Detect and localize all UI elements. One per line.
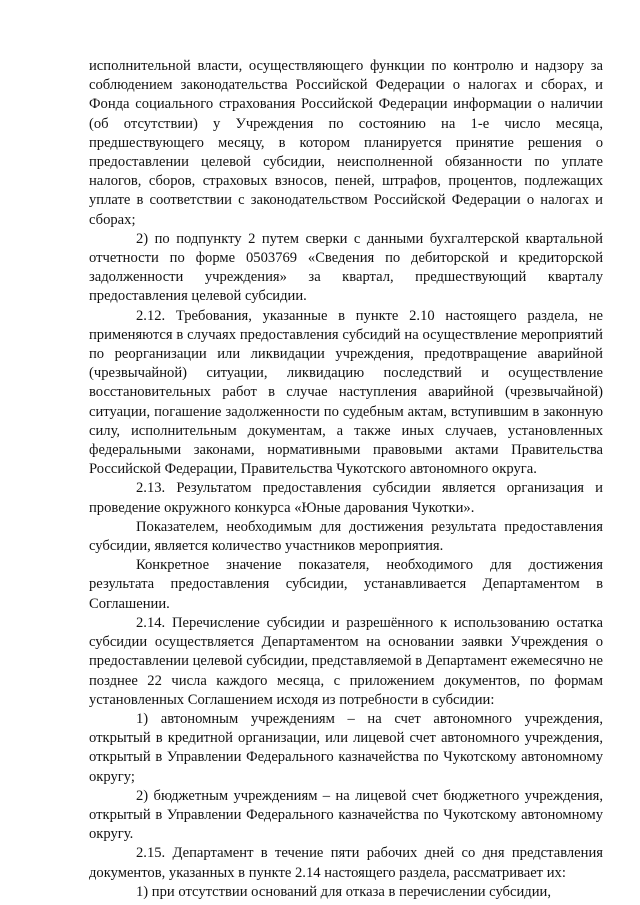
paragraph-budget-institutions: 2) бюджетным учреждениям – на лицевой счет бюджетного учреждения, открытый в Управлении Федерального казначейства по Чукотскому автономному округу.: [89, 787, 603, 843]
paragraph-2-15: 2.15. Департамент в течение пяти рабочих дней со дня представления документов, указанных в пункте 2.14 настоящего раздела, рассматривает их:: [89, 845, 603, 881]
paragraph-2-13: 2.13. Результатом предоставления субсидии является организация и проведение окружного конкурса «Юные дарования Чукотки».: [89, 480, 603, 516]
paragraph-indicator-value: Конкретное значение показателя, необходимого для достижения результата предоставления субсидии, устанавливается Департаментом в Соглашении.: [89, 557, 603, 612]
paragraph-no-grounds: 1) при отсутствии оснований для отказа в перечислении субсидии,: [136, 883, 551, 900]
paragraph-indicator: Показателем, необходимым для достижения результата предоставления субсидии, является количество участников мероприятия.: [89, 518, 603, 555]
paragraph-autonomous-institutions: 1) автономным учреждениям – на счет автономного учреждения, открытый в кредитной организации, или лицевой счет автономного учреждения, открытый в Управлении Федерального казначейства по Чукотскому автономному округу;: [89, 710, 603, 785]
paragraph-subpoint-2: 2) по подпункту 2 путем сверки с данными бухгалтерской квартальной отчетности по форме 0503769 «Сведения по дебиторской и кредиторской задолженности учреждения» за квартал, предшествующий кварталу предоставления целевой субсидии.: [89, 230, 603, 305]
paragraph-2-12: 2.12. Требования, указанные в пункте 2.10 настоящего раздела, не применяются в случаях предоставления субсидий на осуществление мероприятий по реорганизации или ликвидации учреждения, предотвращение аварийной (чрезвычайной) ситуации, ликвидацию последствий и осуществление восстановительных работ в случае наступления аварийной (чрезвычайной) ситуации, погашение задолженности по судебным актам, вступившим в законную силу, исполнительным документам, а также иных случаев, установленных федеральными законами, нормативными правовыми актами Правительства Российской Федерации, Правительства Чукотского автономного округа.: [89, 307, 603, 478]
document-page: [89, 57, 603, 902]
paragraph-2-14: 2.14. Перечисление субсидии и разрешённого к использованию остатка субсидии осуществляется Департаментом на основании заявки Учреждения о предоставлении целевой субсидии, представляемой в Департамент ежемесячно не позднее 22 числа каждого месяца, с приложением документов, по формам установленных Соглашением исходя из потребности в субсидии:: [89, 614, 603, 708]
paragraph-tax-info: исполнительной власти, осуществляющего функции по контролю и надзору за соблюдением законодательства Российской Федерации о налогах и сборах, и Фонда социального страхования Российской Федерации информации о наличии (об отсутствии) у Учреждения по состоянию на 1-е число месяца, предшествующего месяцу, в котором планируется принятие решения о предоставлении целевой субсидии, неисполненной обязанности по уплате налогов, сборов, страховых взносов, пеней, штрафов, процентов, подлежащих уплате в соответствии с законодательством Российской Федерации о налогах и сборах;: [89, 58, 603, 228]
